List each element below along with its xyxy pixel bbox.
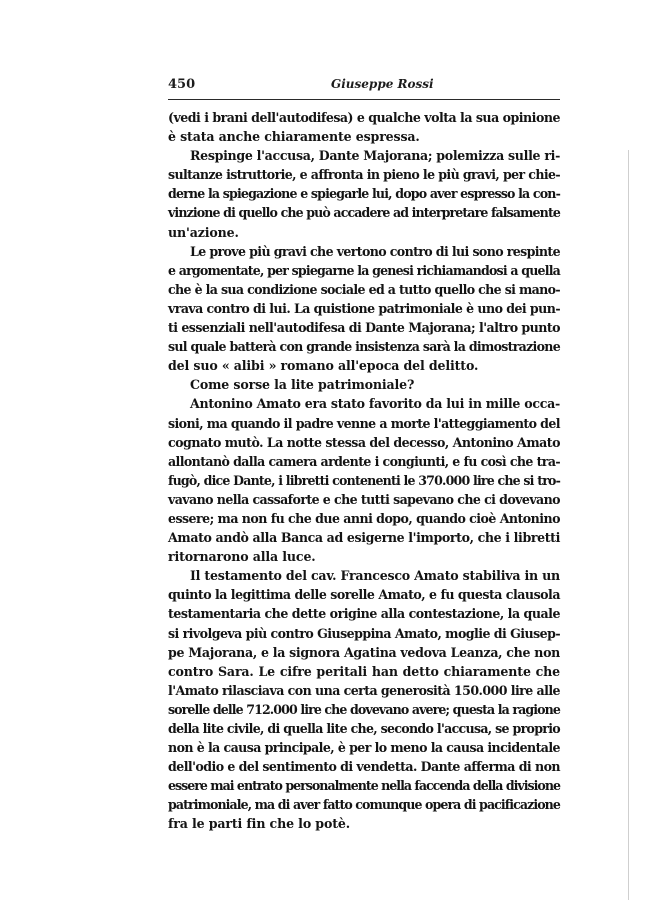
paragraph — [168, 242, 560, 376]
body-text — [168, 108, 560, 834]
text-line: e argomentate, per spiegarne la genesi richiamandosi a quella — [168, 262, 560, 278]
text-line: fugò, dice Dante, i libretti contenenti le 370.000 lire che si tro- — [168, 472, 560, 488]
text-line: sultanze istruttorie, e affronta in pieno le più gravi, per chie- — [168, 167, 560, 183]
text-line: cognato mutò. La notte stessa del decesso, Antonino Amato — [168, 434, 560, 450]
text-line: sorelle delle 712.000 lire che dovevano avere; questa la ragione — [168, 701, 560, 717]
text-line: che è la sua condizione sociale ed a tutto quello che si mano- — [168, 281, 560, 297]
paragraph — [168, 108, 560, 146]
text-line: vrava contro di lui. La quistione patrimoniale è uno dei pun- — [168, 300, 560, 316]
running-head: Giuseppe Rossi — [331, 77, 434, 91]
page-header — [168, 77, 560, 95]
text-line: vavano nella cassaforte e che tutti sapevano che ci dovevano — [168, 491, 560, 507]
page-edge-shadow — [628, 150, 629, 900]
text-line: non è la causa principale, è per lo meno la causa incidentale — [168, 740, 560, 756]
text-line: derne la spiegazione e spiegarle lui, dopo aver espresso la con- — [168, 186, 560, 202]
text-line: è stata anche chiaramente espressa. — [168, 129, 420, 145]
text-line: ti essenziali nell'autodifesa di Dante Majorana; l'altro punto — [168, 320, 560, 336]
text-line: Le prove più gravi che vertono contro di lui sono respinte — [190, 243, 560, 259]
page-number: 450 — [168, 77, 196, 92]
text-line: quinto la legittima delle sorelle Amato, e fu questa clausola — [168, 587, 560, 603]
text-line: allontanò dalla camera ardente i congiunti, e fu così che tra- — [168, 453, 560, 469]
text-line: del suo « alibi » romano all'epoca del delitto. — [168, 358, 479, 374]
text-line: (vedi i brani dell'autodifesa) e qualche volta la sua opinione — [168, 110, 560, 125]
text-line: un'azione. — [168, 224, 239, 240]
header-rule — [168, 99, 560, 100]
text-line: sioni, ma quando il padre venne a morte l'atteggiamento del — [168, 415, 560, 431]
text-line: della lite civile, di quella lite che, secondo l'accusa, se proprio — [168, 721, 560, 736]
paragraph — [168, 566, 560, 833]
text-line: testamentaria che dette origine alla contestazione, la quale — [168, 606, 560, 622]
paragraph — [168, 394, 560, 566]
text-line: fra le parti fin che lo potè. — [168, 816, 350, 832]
text-line: vinzione di quello che può accadere ad interpretare falsamente — [168, 205, 560, 221]
text-line: l'Amato rilasciava con una certa generosità 150.000 lire alle — [168, 682, 560, 698]
text-line: Il testamento del cav. Francesco Amato stabiliva in un — [190, 568, 560, 584]
text-line: Respinge l'accusa, Dante Majorana; polemizza sulle ri- — [190, 148, 560, 164]
text-line: essere; ma non fu che due anni dopo, quando cioè Antonino — [168, 510, 560, 526]
paragraph — [168, 146, 560, 241]
text-line: si rivolgeva più contro Giuseppina Amato, moglie di Giusep- — [168, 625, 560, 641]
text-line: pe Majorana, e la signora Agatina vedova Leanza, che non — [168, 644, 560, 660]
text-line: patrimoniale, ma di aver fatto comunque opera di pacificazione — [168, 797, 560, 813]
text-line: Come sorse la lite patrimoniale? — [190, 377, 415, 393]
text-line: sul quale batterà con grande insistenza sarà la dimostrazione — [168, 339, 560, 355]
text-line: contro Sara. Le cifre peritali han detto chiaramente che — [168, 663, 560, 679]
text-line: dell'odio e del sentimento di vendetta. Dante afferma di non — [168, 759, 560, 775]
paragraph — [168, 375, 560, 394]
text-line: essere mai entrato personalmente nella faccenda della divisione — [168, 778, 560, 794]
text-line: ritornarono alla luce. — [168, 549, 316, 565]
text-line: Antonino Amato era stato favorito da lui in mille occa- — [190, 396, 560, 412]
text-line: Amato andò alla Banca ad esigerne l'importo, che i libretti — [168, 530, 560, 546]
